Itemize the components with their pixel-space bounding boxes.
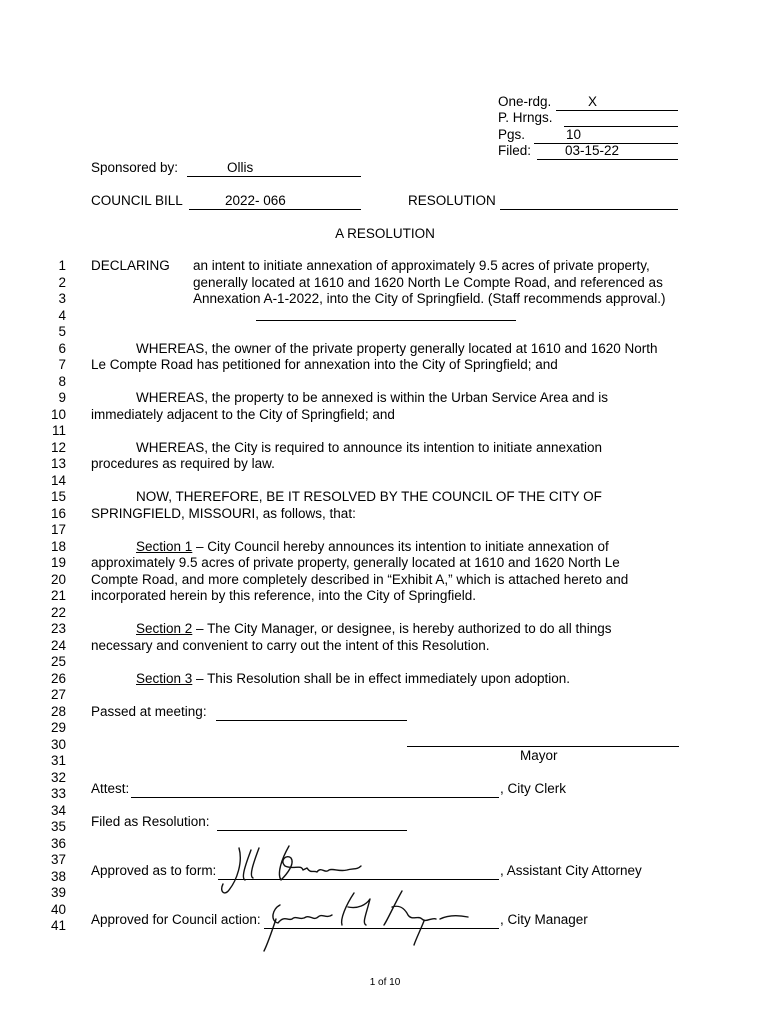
approved-form-label: Approved as to form: [91,863,217,878]
line-number: 11 [51,423,66,438]
city-manager-label: , City Manager [500,912,588,927]
line-number: 18 [50,538,66,554]
line-number: 41 [50,918,66,933]
line-number: 3 [58,291,66,306]
sponsor-label: Sponsored by: [91,160,179,175]
assistant-attorney-label: , Assistant City Attorney [500,863,642,878]
filed-resolution-label: Filed as Resolution: [91,814,210,829]
line-number: 16 [50,505,66,521]
resolution-field [500,193,678,210]
one-rdg-field [556,94,678,111]
p-hrngs-label: P. Hrngs. [498,110,553,125]
whereas-3-line: procedures as required by law. [91,456,275,471]
line-number: 19 [50,555,66,570]
section-3-label: Section 3 [136,670,193,686]
line-number: 36 [50,835,66,851]
declaring-line: an intent to initiate annexation of approximately 9.5 acres of private property, [193,258,650,273]
line-number: 17 [50,522,66,537]
whereas-3-line: WHEREAS, the City is required to announce its intention to initiate annexation [136,439,603,455]
filed-label: Filed: [498,143,532,158]
section-2-line: necessary and convenient to carry out the intent of this Resolution. [91,637,490,653]
line-number: 30 [50,736,66,752]
line-number: 26 [50,670,66,686]
line-number: 14 [50,472,66,488]
line-number: 1 [58,258,66,273]
resolution-label: RESOLUTION [408,193,496,208]
line-number: 20 [50,571,66,587]
line-number: 22 [50,604,66,620]
one-rdg-value: X [588,94,598,109]
line-number: 38 [50,868,66,884]
title-divider [256,320,516,321]
city-clerk-label: , City Clerk [500,781,567,796]
section-1-line: incorporated herein by this reference, into the City of Springfield. [91,588,476,603]
filed-field [537,143,678,160]
section-3-text: – This Resolution shall be in effect immediately upon adoption. [192,670,571,686]
pgs-label: Pgs. [498,127,526,142]
declaring-label: DECLARING [91,258,170,273]
passed-field [216,704,407,721]
pgs-value: 10 [566,127,582,142]
line-number: 9 [58,390,66,405]
line-number: 12 [50,439,66,455]
declaring-line: generally located at 1610 and 1620 North Le Compte Road, and referenced as [193,274,663,290]
section-2-first-line [136,621,612,637]
attest-field [131,781,499,798]
line-number: 10 [50,406,66,422]
section-1-text: – City Council hereby announces its intention to initiate annexation of [192,538,609,554]
now-therefore-line: SPRINGFIELD, MISSOURI, as follows, that: [91,505,356,521]
approved-council-label: Approved for Council action: [91,912,261,927]
one-rdg-label: One-rdg. [498,94,552,109]
sponsor-field [187,160,361,177]
whereas-2-line: immediately adjacent to the City of Springfield; and [91,406,395,422]
line-number: 33 [50,786,66,801]
passed-label: Passed at meeting: [91,703,207,719]
section-1-line: approximately 9.5 acres of private property, generally located at 1610 and 1620 North Le [91,555,620,570]
section-1-label: Section 1 [136,538,193,554]
pgs-field [534,127,678,144]
line-number: 29 [50,720,66,735]
council-bill-label: COUNCIL BILL [91,193,183,208]
line-number: 35 [50,819,66,834]
line-number: 6 [58,340,66,356]
line-number: 24 [50,637,66,653]
page-number: 1 of 10 [369,977,401,988]
line-number: 27 [50,687,66,702]
line-number: 5 [58,324,66,339]
mayor-label: Mayor [520,748,558,763]
line-number: 21 [50,588,66,603]
filed-resolution-field [217,814,407,831]
line-number: 13 [50,456,66,471]
city-manager-signature [262,885,472,955]
section-1-first-line [136,539,609,555]
section-2-text: – The City Manager, or designee, is hereby authorized to do all things [192,621,612,636]
p-hrngs-field [564,110,678,127]
section-1-line: Compte Road, and more completely described in “Exhibit A,” which is attached hereto and [91,571,629,587]
section-3-first-line [136,671,570,687]
line-number: 25 [50,654,66,669]
line-number: 32 [50,769,66,785]
line-number: 2 [58,274,66,290]
line-number: 15 [50,489,66,504]
now-therefore-line: NOW, THEREFORE, BE IT RESOLVED BY THE COUNCIL OF THE CITY OF [136,489,602,504]
line-number: 31 [50,753,66,768]
line-number: 40 [50,901,66,917]
line-number: 34 [50,802,66,818]
section-2-label: Section 2 [136,621,193,636]
line-number: 39 [50,885,66,900]
line-number: 7 [58,357,66,372]
sponsor-value: Ollis [227,160,254,175]
document-title: A RESOLUTION [335,226,435,241]
line-number: 8 [58,373,66,389]
line-number: 23 [50,621,66,636]
mayor-signature-line [407,746,679,747]
line-number: 37 [50,852,66,867]
filed-value: 03-15-22 [565,143,620,158]
whereas-1-line: WHEREAS, the owner of the private property generally located at 1610 and 1620 North [136,340,658,356]
council-bill-number: 2022- 066 [225,193,286,208]
whereas-1-line: Le Compte Road has petitioned for annexation into the City of Springfield; and [91,357,558,372]
line-number: 4 [58,307,66,323]
attest-label: Attest: [91,781,130,796]
council-bill-field [189,193,361,210]
line-number: 28 [50,703,66,719]
declaring-line: Annexation A-1-2022, into the City of Springfield. (Staff recommends approval.) [193,291,666,306]
whereas-2-line: WHEREAS, the property to be annexed is within the Urban Service Area and is [136,390,608,405]
